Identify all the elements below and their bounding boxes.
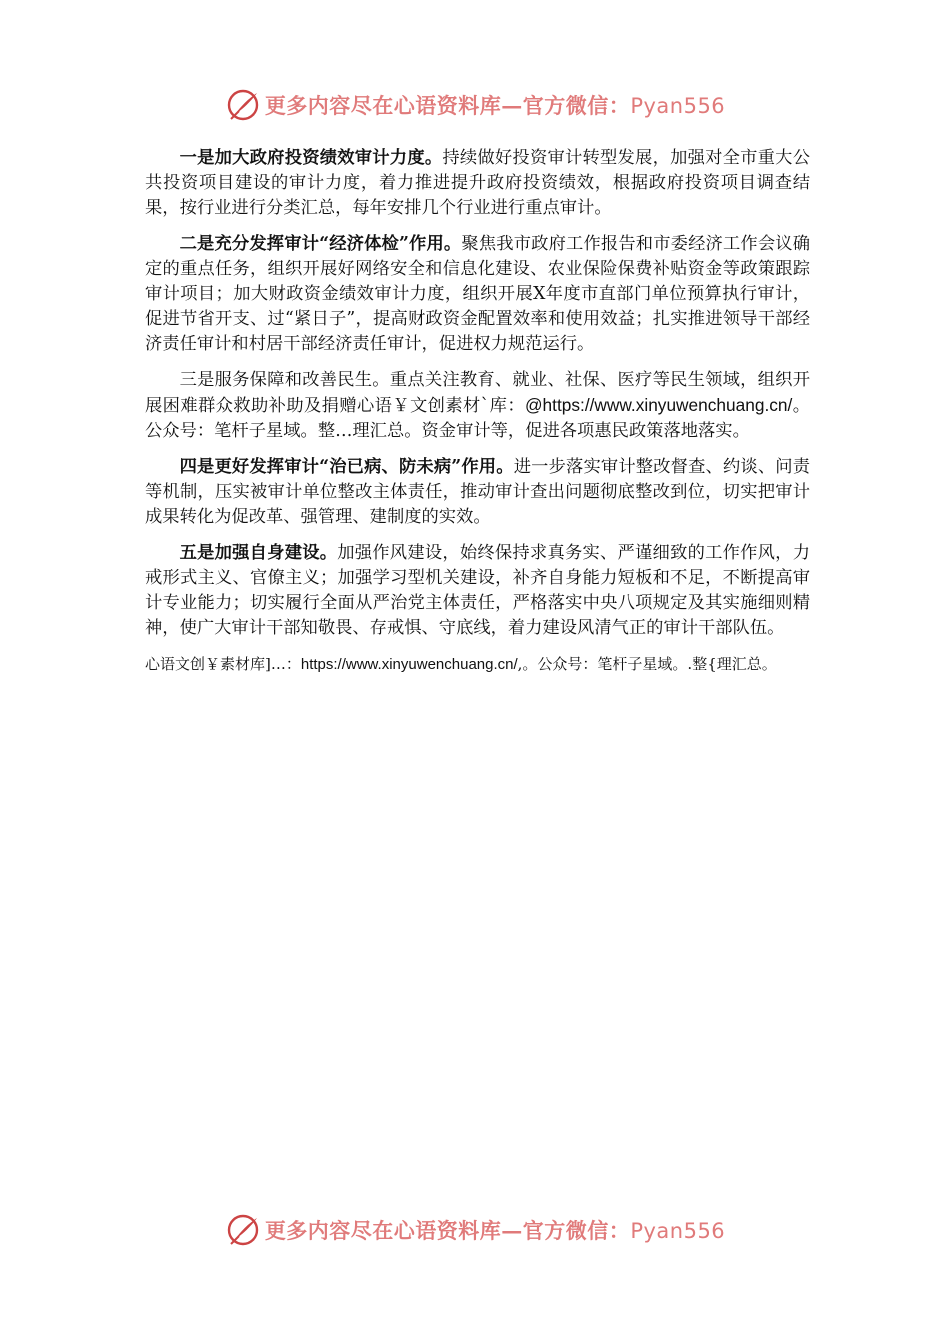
- banner-text: 更多内容尽在心语资料库—官方微信：Pyan556: [264, 1218, 726, 1243]
- footer-note: 心语文创￥素材库]…：https://www.xinyuwenchuang.cn/,。公众号：笔杆子星域。.整{理汇总。: [145, 655, 777, 673]
- paragraph-5: 五是加强自身建设。加强作风建设，始终保持求真务实、严谨细致的工作作风，力戒形式主义、官僚主义；加强学习型机关建设，补齐自身能力短板和不足，不断提高审计专业能力；切实履行全面从严治党主体责任，严格落实中央八项规定及其实施细则精神，使广大审计干部知敬畏、存戒惧、守底线，着力建设风清气正的审计干部队伍。: [145, 543, 810, 638]
- banner-text: 更多内容尽在心语资料库—官方微信：Pyan556: [264, 93, 726, 118]
- footer-url: https://www.xinyuwenchuang.cn/: [300, 656, 518, 673]
- paragraph-1: 一是加大政府投资绩效审计力度。持续做好投资审计转型发展，加强对全市重大公共投资项目建设的审计力度，着力推进提升政府投资绩效，根据政府投资项目调查结果，按行业进行分类汇总，每年安排几个行业进行重点审计。: [145, 148, 810, 218]
- document-body: [145, 146, 810, 677]
- header-banner: [0, 85, 950, 125]
- quill-circle-icon: [225, 87, 261, 123]
- footer-banner: [0, 1210, 950, 1250]
- paragraph-2: 二是充分发挥审计“经济体检”作用。聚焦我市政府工作报告和市委经济工作会议确定的重点任务，组织开展好网络安全和信息化建设、农业保险保费补贴资金等政策跟踪审计项目；加大财政资金绩效审计力度，组织开展X年度市直部门单位预算执行审计，促进节省开支、过“紧日子”，提高财政资金配置效率和使用效益；扎实推进领导干部经济责任审计和村居干部经济责任审计，促进权力规范运行。: [145, 234, 810, 354]
- paragraph-3: 三是服务保障和改善民生。重点关注教育、就业、社保、医疗等民生领域，组织开展困难群众救助补助及捐赠心语￥文创素材`库：@https://www.xinyuwenchuang.cn/。公众号：笔杆子星域。整…理汇总。资金审计等，促进各项惠民政策落地落实。: [145, 370, 810, 441]
- paragraph-4: 四是更好发挥审计“治已病、防未病”作用。进一步落实审计整改督查、约谈、问责等机制，压实被审计单位整改主体责任，推动审计查出问题彻底整改到位，切实把审计成果转化为促改革、强管理、建制度的实效。: [145, 457, 810, 527]
- inline-url: @https://www.xinyuwenchuang.cn/: [525, 395, 793, 415]
- quill-circle-icon: [225, 1212, 261, 1248]
